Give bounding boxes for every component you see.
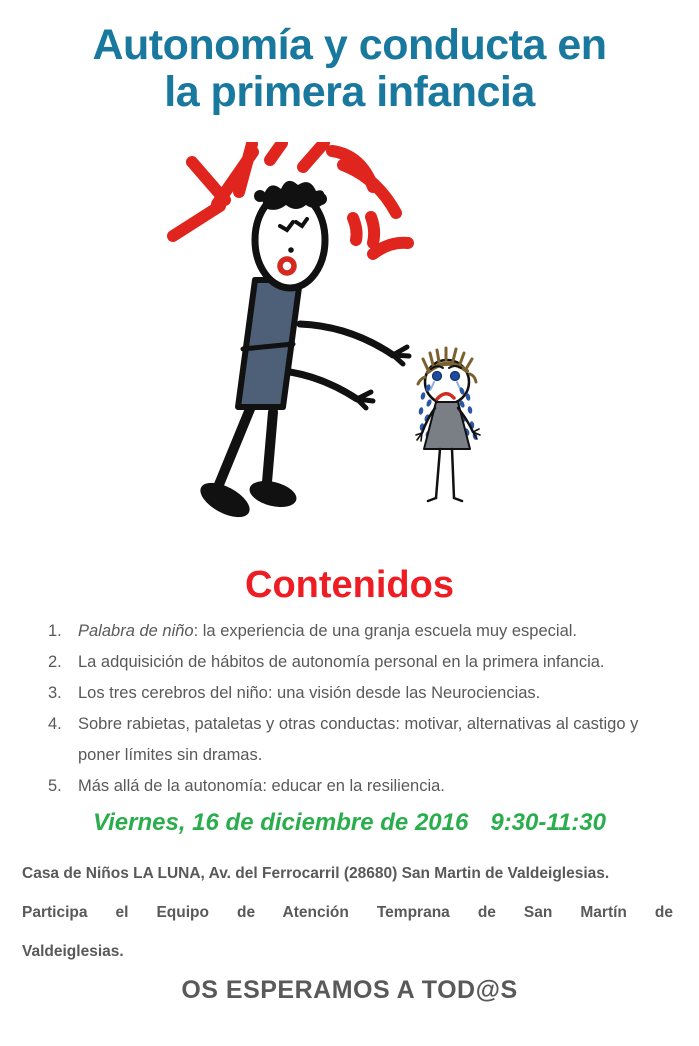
item-number: 2. <box>48 653 62 672</box>
item-text <box>78 709 665 771</box>
venue-address-line: Casa de Niños LA LUNA, Av. del Ferrocarril (28680) San Martin de Valdeiglesias. <box>22 865 610 883</box>
item-rest: : la experiencia de una granja escuela muy especial. <box>193 622 577 641</box>
item-rest: La adquisición de hábitos de autonomía personal en la primera infancia. <box>78 653 605 672</box>
event-date: Viernes, 16 de diciembre de 2016 <box>93 809 469 837</box>
illustration-container <box>140 142 560 562</box>
item-text <box>78 771 665 802</box>
venue-block <box>0 854 699 971</box>
poster-root <box>0 22 699 1046</box>
item-text <box>78 647 665 678</box>
list-item <box>48 709 665 771</box>
item-number: 4. <box>48 715 62 734</box>
item-number: 1. <box>48 622 62 641</box>
list-item <box>48 678 665 709</box>
item-rest: Más allá de la autonomía: educar en la resiliencia. <box>78 777 445 796</box>
list-item <box>48 771 665 802</box>
angry-adult-and-crying-child-drawing <box>140 142 560 562</box>
item-rest: Sobre rabietas, pataletas y otras conductas: motivar, alternativas al castigo y poner límites sin dramas. <box>78 715 639 765</box>
list-item <box>48 616 665 647</box>
event-date-line <box>0 809 699 837</box>
item-number: 3. <box>48 684 62 703</box>
item-number: 5. <box>48 777 62 796</box>
item-rest: Los tres cerebros del niño: una visión desde las Neurociencias. <box>78 684 541 703</box>
list-item <box>48 647 665 678</box>
page-title <box>0 22 699 116</box>
title-line-2: la primera infancia <box>164 67 535 116</box>
participa-line: Participa el Equipo de Atención Temprana de San Martín de <box>22 904 673 922</box>
item-text <box>78 616 665 647</box>
item-text <box>78 678 665 709</box>
event-time: 9:30-11:30 <box>490 809 606 837</box>
participa-line-2: Valdeiglesias. <box>22 943 124 961</box>
title-line-1: Autonomía y conducta en <box>92 21 607 69</box>
contents-heading: Contenidos <box>245 563 454 606</box>
crying-child-figure <box>416 348 480 501</box>
contents-list <box>0 616 699 802</box>
closing-line: OS ESPERAMOS A TOD@S <box>181 976 518 1005</box>
item-lead-italic: Palabra de niño <box>78 622 194 641</box>
